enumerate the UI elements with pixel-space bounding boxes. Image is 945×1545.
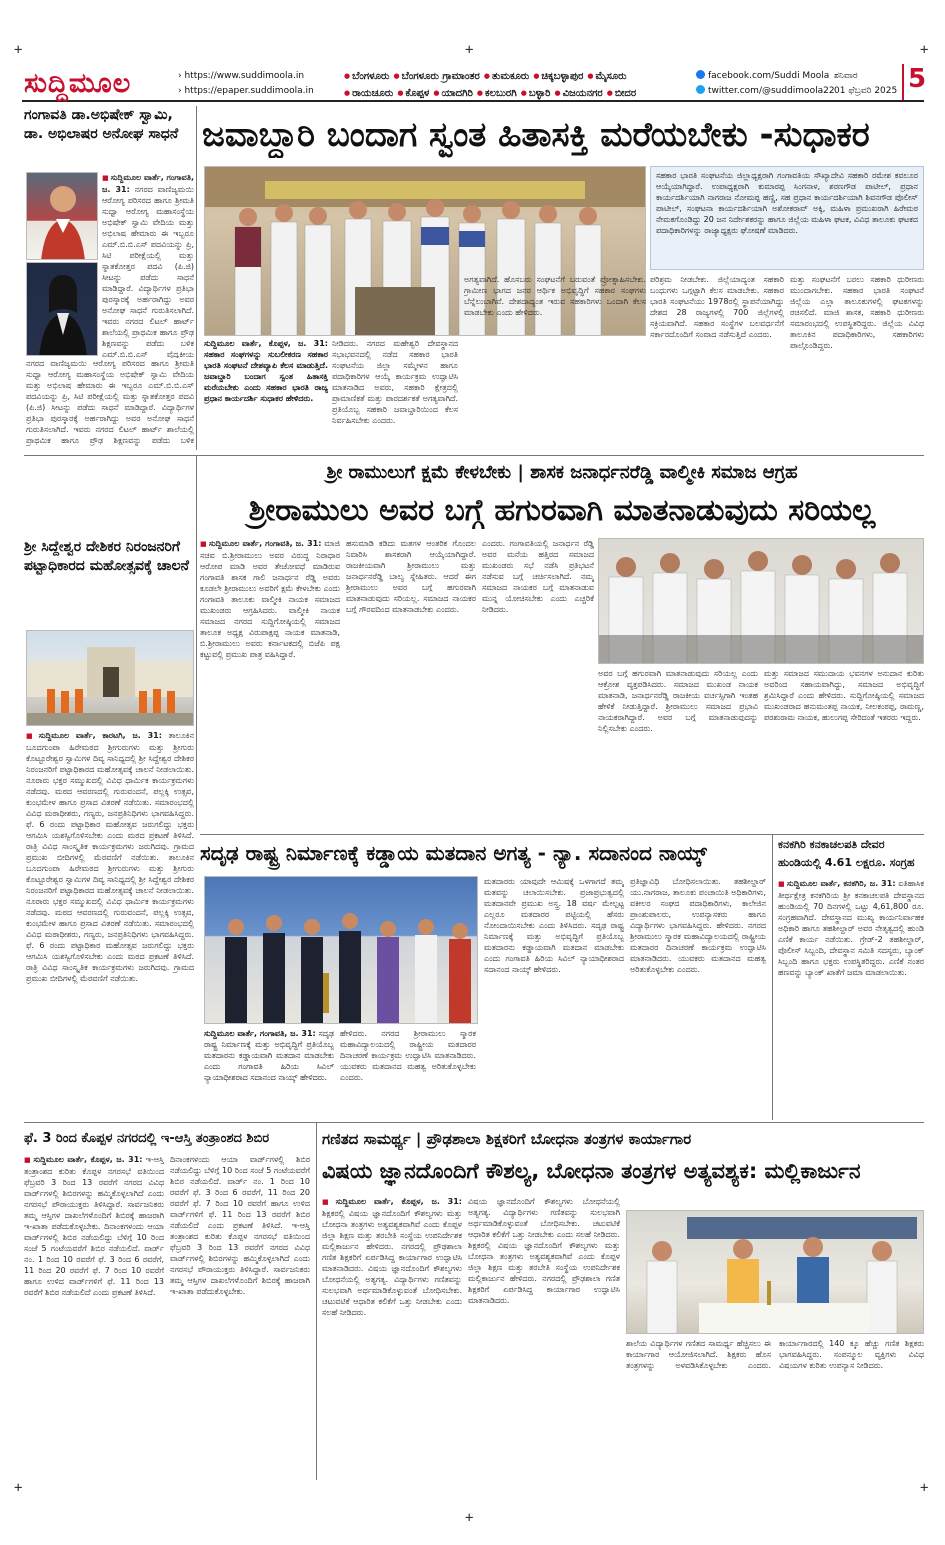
city-link[interactable]: ● ಕೊಪ್ಪಳ (397, 88, 429, 99)
article-body: ■ ಸುದ್ದಿಮೂಲ ವಾರ್ತೆ, ಕೊಪ್ಪಳ, ಜ. 31: ಶಿಕ್ಷಕರಲ್ಲಿ ವಿಷಯ ಜ್ಞಾನದೊಂದಿಗೆ ಕೌಶಲ್ಯಗಳು ಮತ್ತು ಬೋಧನಾ ತಂತ್ರಗಳು ಅತ್ಯವಶ್ಯಕವಾಗಿವೆ ಎಂದು ಕೊಪ್ಪಳ ಜಿಲ್ಲಾ ಶಿಕ್ಷಣ ಮತ್ತು ತರಬೇತಿ ಸಂಸ್ಥೆಯ ಉಪನಿರ್ದೇಶಕ ಮಲ್ಲಿಕಾರ್ಜುನ ಹೇಳಿದರು. ನಗರದಲ್ಲಿ ಪ್ರೌಢಶಾಲಾ ಗಣಿತ ಶಿಕ್ಷಕರಿಗೆ ಏರ್ಪಡಿಸಿದ್ದ ಕಾರ್ಯಾಗಾರ ಉದ್ಘಾಟಿಸಿ ಮಾತನಾಡಿದರು. ವಿಷಯ ಜ್ಞಾನದೊಂದಿಗೆ ಕೌಶಲ್ಯಗಳು ಬೋಧನೆಯಲ್ಲಿ ಅತ್ಯಗತ್ಯ. ವಿದ್ಯಾರ್ಥಿಗಳು ಗಣಿತವನ್ನು ಸುಲಭವಾಗಿ ಅರ್ಥಮಾಡಿಕೊಳ್ಳುವಂತೆ ಬೋಧಿಸಬೇಕು. ಚಟುವಟಿಕೆ ಆಧಾರಿತ ಕಲಿಕೆಗೆ ಒತ್ತು ನೀಡಬೇಕು ಎಂದು ಸಲಹೆ ನೀಡಿದರು. (322, 1196, 462, 1480)
column-rule (196, 106, 197, 450)
city-link[interactable]: ● ಬೆಂಗಳೂರು (344, 71, 389, 82)
article-body-col: ಎಂದರು. ಗಂಗಾವತಿಯಲ್ಲಿ ಜನಾರ್ಧನ ರೆಡ್ಡಿ ಅವರ ಮನೆಯ ಹತ್ತಿರದ ಸಮಾಜದ ಮುಖಂಡರು ಸಭೆ ನಡೆಸಿ ಪ್ರತಿಭಟನೆ ನಡೆಸುವ ಬಗ್ಗೆ ಚರ್ಚಿಸಲಾಗಿದೆ. ನಮ್ಮ ಸಮಾಜದ ನಾಯಕರ ಬಗ್ಗೆ ಮಾತನಾಡುವ ಮುನ್ನ ಯೋಚಿಸಬೇಕು ಎಂದು ಎಚ್ಚರಿಕೆ ನೀಡಿದರು. (482, 539, 594, 614)
lead-body-col: ನೀಡಿದರು. ನಗರದ ಮಹೇಶ್ವರಿ ದೇವಸ್ಥಾನದ ಸಭಾಭವನದಲ್ಲಿ ನಡೆದ ಸಹಕಾರ ಭಾರತಿ ಸಂಘಟನೆಯ ಜಿಲ್ಲಾ ಸಮ್ಮೇಳನ ಹಾಗೂ ಪದಾಧಿಕಾರಿಗಳ ಆಯ್ಕೆ ಕಾರ್ಯಕ್ರಮ ಉದ್ಘಾಟಿಸಿ ಮಾತನಾಡಿದ ಅವರು, ಸಹಕಾರಿ ಕ್ಷೇತ್ರದಲ್ಲಿ ಪ್ರಾಮಾಣಿಕತೆ ಮತ್ತು ಪಾರದರ್ಶಕತೆ ಅಗತ್ಯವಾಗಿದೆ. ಪ್ರತಿಯೊಬ್ಬ ಸಹಕಾರಿ ಜವಾಬ್ದಾರಿಯಿಂದ ಕೆಲಸ ನಿರ್ವಹಿಸಬೇಕು ಎಂದರು. (332, 339, 458, 425)
article-body-col: ಮತದಾರರು ಯಾವುದೇ ಆಮಿಷಕ್ಕೆ ಒಳಗಾಗದೆ ತಮ್ಮ ಮತವನ್ನು ಚಲಾಯಿಸಬೇಕು. ಪ್ರಜಾಪ್ರಭುತ್ವದಲ್ಲಿ ಮತದಾನವೇ ಪ್ರಮುಖ ಅಸ್ತ್ರ. 18 ವರ್ಷ ಮೇಲ್ಪಟ್ಟ ಎಲ್ಲರೂ ಮತದಾರರ ಪಟ್ಟಿಯಲ್ಲಿ ಹೆಸರು ನೋಂದಾಯಿಸಬೇಕು ಎಂದು ತಿಳಿಸಿದರು. ಸದೃಢ ರಾಷ್ಟ್ರ ನಿರ್ಮಾಣಕ್ಕೆ ಮತ್ತು ಅಭಿವೃದ್ಧಿಗೆ ಪ್ರತಿಯೊಬ್ಬ ಮತದಾರನು ಕಡ್ಡಾಯವಾಗಿ ಮತದಾನ ಮಾಡಬೇಕು ಎಂದು ಗಂಗಾವತಿ ಹಿರಿಯ ಸಿವಿಲ್ ನ್ಯಾಯಾಧೀಶರಾದ ಸದಾನಂದ ನಾಯ್ಕ್ ಹೇಳಿದರು. (484, 877, 624, 974)
article-body-col: ಮತ್ತು ಸಮಾಜದ ಸಮುದಾಯ ಭವನಗಳ ಅನುದಾನ ಕುರಿತು ಅವರಿಂದ ಸಹಾಯವಾಗಿದ್ದು, ಸಮಾಜದ ಅಭಿವೃದ್ಧಿಗೆ ಶ್ರಮಿಸಿದ್ದಾರೆ ಎಂದು ಹೇಳಿದರು. ಸುದ್ದಿಗೋಷ್ಠಿಯಲ್ಲಿ ಸಮಾಜದ ಮುಖಂಡರಾದ ಹನುಮಂತಪ್ಪ ನಾಯಕ, ನೀಲಕಂಠಪ್ಪ, ರಾಮಣ್ಣ, ಪರಶುರಾಮ ನಾಯಕ, ಹುಲುಗಪ್ಪ ಸೇರಿದಂತೆ ಇತರರು ಇದ್ದರು. (764, 669, 924, 722)
epaper-url[interactable]: › https://epaper.suddimoola.in (178, 86, 314, 96)
issue-date: ಶನಿವಾರ 01 ಫೆಬ್ರವರಿ 2025 (834, 71, 898, 96)
article-headline: ಫೆ. 3 ರಿಂದ ಕೊಪ್ಪಳ ನಗರದಲ್ಲಿ ಇ-ಆಸ್ತಿ ತಂತ್ರಾಂಶದ ಶಿಬಿರ (24, 1131, 270, 1146)
masthead (22, 64, 927, 102)
section-rule (24, 1122, 924, 1123)
article-headline: ಕನಕಗಿರಿ ಕನಕಾಚಲಪತಿ ದೇವರ ಹುಂಡಿಯಲ್ಲಿ 4.61 ಲಕ್ಷರೂ. ಸಂಗ್ರಹ (778, 838, 915, 869)
article-body-col: ವಿಷಯ ಜ್ಞಾನದೊಂದಿಗೆ ಕೌಶಲ್ಯಗಳು ಬೋಧನೆಯಲ್ಲಿ ಅತ್ಯಗತ್ಯ. ವಿದ್ಯಾರ್ಥಿಗಳು ಗಣಿತವನ್ನು ಸುಲಭವಾಗಿ ಅರ್ಥಮಾಡಿಕೊಳ್ಳುವಂತೆ ಬೋಧಿಸಬೇಕು. ಚಟುವಟಿಕೆ ಆಧಾರಿತ ಕಲಿಕೆಗೆ ಒತ್ತು ನೀಡಬೇಕು ಎಂದು ಸಲಹೆ ನೀಡಿದರು. ಶಿಕ್ಷಕರಲ್ಲಿ ವಿಷಯ ಜ್ಞಾನದೊಂದಿಗೆ ಕೌಶಲ್ಯಗಳು ಮತ್ತು ಬೋಧನಾ ತಂತ್ರಗಳು ಅತ್ಯವಶ್ಯಕವಾಗಿವೆ ಎಂದು ಕೊಪ್ಪಳ ಜಿಲ್ಲಾ ಶಿಕ್ಷಣ ಮತ್ತು ತರಬೇತಿ ಸಂಸ್ಥೆಯ ಉಪನಿರ್ದೇಶಕ ಮಲ್ಲಿಕಾರ್ಜುನ ಹೇಳಿದರು. ನಗರದಲ್ಲಿ ಪ್ರೌಢಶಾಲಾ ಗಣಿತ ಶಿಕ್ಷಕರಿಗೆ ಏರ್ಪಡಿಸಿದ್ದ ಕಾರ್ಯಾಗಾರ ಉದ್ಘಾಟಿಸಿ ಮಾತನಾಡಿದರು. (468, 1197, 620, 1305)
doctor-photo (26, 172, 98, 260)
facebook-icon (696, 70, 705, 79)
article-headline: ಗಂಗಾವತಿ ಡಾ.ಅಭಿಷೇಕ್ ಸ್ವಾಮಿ, ಡಾ. ಅಭಿಲಾಷರ ಅನೋಘ ಸಾಧನೆ (24, 107, 179, 142)
article-kicker: ಶ್ರೀ ರಾಮುಲುಗೆ ಕ್ಷಮೆ ಕೇಳಬೇಕು | ಶಾಸಕ ಜನಾರ್ಧನರೆಡ್ಡಿ ವಾಲ್ಮೀಕಿ ಸಮಾಜ ಆಗ್ರಹ (326, 462, 798, 483)
article-headline: ಸದೃಢ ರಾಷ್ಟ್ರ ನಿರ್ಮಾಣಕ್ಕೆ ಕಡ್ಡಾಯ ಮತದಾನ ಅಗತ್ಯ - ನ್ಯಾ. ಸದಾನಂದ ನಾಯ್ಕ್ (200, 841, 707, 865)
city-link[interactable]: ● ಚಿಕ್ಕಬಳ್ಳಾಪುರ (533, 71, 583, 82)
article-body-col: ಪ್ರತಿಜ್ಞಾವಿಧಿ ಬೋಧಿಸಲಾಯಿತು. ತಹಶೀಲ್ದಾರ್ ಯು.ನಾಗರಾಜ, ತಾಲೂಕು ಪಂಚಾಯಿತಿ ಅಧಿಕಾರಿಗಳು, ವಕೀಲರ ಸಂಘದ ಪದಾಧಿಕಾರಿಗಳು, ಕಾಲೇಜಿನ ಪ್ರಾಂಶುಪಾಲರು, ಉಪನ್ಯಾಸಕರು ಹಾಗೂ ವಿದ್ಯಾರ್ಥಿಗಳು ಭಾಗವಹಿಸಿದ್ದರು. ಹೇಳಿದರು. ನಗರದ ಶ್ರೀರಾಮುಲು ಸ್ಮಾರಕ ಮಹಾವಿದ್ಯಾಲಯದಲ್ಲಿ ರಾಷ್ಟ್ರೀಯ ಮತದಾರರ ದಿನಾಚರಣೆ ಕಾರ್ಯಕ್ರಮ ಉದ್ಘಾಟಿಸಿ ಮಾತನಾಡಿದರು. ಯುವಕರು ಮತದಾನದ ಮಹತ್ವ ಅರಿತುಕೊಳ್ಳಬೇಕು ಎಂದರು. (630, 877, 766, 974)
registration-mark: + (465, 1510, 474, 1526)
page-number: 5 (902, 64, 924, 100)
city-link[interactable]: ● ವಿಜಯನಗರ (554, 88, 602, 99)
temple-photo (26, 630, 194, 726)
section-rule (200, 834, 924, 835)
registration-mark: + (920, 1480, 929, 1496)
lead-caption: ಸುದ್ದಿಮೂಲ ವಾರ್ತೆ, ಕೊಪ್ಪಳ, ಜ. 31: ಸಹಕಾರ ಸಂಘಗಳನ್ನು ಸುಬಲೀಕರಣ ಸಹಕಾರ ಭಾರತಿ ಸಂಘಟನೆ ದೇಶವ್ಯಾಪಿ ಕೆಲಸ ಮಾಡುತ್ತಿದೆ. ಜವಾಬ್ದಾರಿ ಬಂದಾಗ ಸ್ವಂತ ಹಿತಾಸಕ್ತಿ ಮರೆಯಬೇಕು ಎಂದು ಸಹಕಾರ ಭಾರತಿ ರಾಜ್ಯ ಪ್ರಧಾನ ಕಾರ್ಯದರ್ಶಿ ಸುಧಾಕರ ಹೇಳಿದರು. (204, 339, 328, 403)
registration-mark: + (465, 42, 474, 58)
article-body-continued: ನಗರದ ವಾಣಿಜ್ಯಮಯಿ ಆರೋಗ್ಯ ಪರಿಸರದ ಹಾಗೂ ಶ್ರೀಮತಿ ಸುಧ್ವಾ ಆರೋಗ್ಯ ಮಹಾಸಂಸ್ಥೆಯ ಅಭಿಷೇಕ್ ಸ್ವಾಮಿ ವೇದಿಯ ಮತ್ತು ಅಭಿಲಾಷ ಹೇಮಾರು ಈ ಇಬ್ಬರೂ ಎಮ್.ಬಿ.ಬಿ.ಎಸ್ ಪದವಿಯನ್ನು ಪ್ರಿ, ಸಿಟಿ ಪರೀಕ್ಷೆಯಲ್ಲಿ ಮತ್ತು ಸ್ನಾತಕೋತ್ತರ ಪದವಿ (ಪಿ.ಜಿ) ಸೀಟನ್ನು ಪಡೆದು ಸಾಧನೆ ಮಾಡಿದ್ದಾರೆ. ವಿದ್ಯಾರ್ಥಿಗಳ ಪ್ರತಿಭಾ ಪುರಸ್ಕಾರಕ್ಕೆ ಅರ್ಹರಾಗಿದ್ದು ಅವರ ಅನೋಘ ಸಾಧನೆ ಗುರುತಿಸಲಾಗಿದೆ. ಇವರು ನಗರದ ಲಿಟಲ್ ಹಾರ್ಟ್ ಶಾಲೆಯಲ್ಲಿ ಪ್ರಾಥಮಿಕ ಹಾಗೂ ಪ್ರೌಢ ಶಿಕ್ಷಣವನ್ನು ಪಡೆದು ಬಳಿಕ (26, 359, 194, 445)
article-body-col: ಹೇಳಿದರು. ನಗರದ ಶ್ರೀರಾಮುಲು ಸ್ಮಾರಕ ಮಹಾವಿದ್ಯಾಲಯದಲ್ಲಿ ರಾಷ್ಟ್ರೀಯ ಮತದಾರರ ದಿನಾಚರಣೆ ಕಾರ್ಯಕ್ರಮ ಉದ್ಘಾಟಿಸಿ ಮಾತನಾಡಿದರು. ಯುವಕರು ಮತದಾನದ ಮಹತ್ವ ಅರಿತುಕೊಳ್ಳಬೇಕು ಎಂದರು. (340, 1029, 476, 1082)
article-headline: ಶ್ರೀರಾಮುಲು ಅವರ ಬಗ್ಗೆ ಹಗುರವಾಗಿ ಮಾತನಾಡುವುದು ಸರಿಯಲ್ಲ (248, 493, 876, 528)
column-rule (196, 455, 197, 830)
registration-mark: + (920, 42, 929, 58)
website-url[interactable]: › https://www.suddimoola.in (178, 71, 305, 81)
city-link[interactable]: ● ರಾಯಚೂರು (344, 88, 393, 99)
article-body: ■ ಸುದ್ದಿಮೂಲ ವಾರ್ತೆ, ಕೊಪ್ಪಳ, ಜ. 31: ಇ-ಆಸ್ತಿ ತಂತ್ರಾಂಶದ ಕುರಿತು ಕೊಪ್ಪಳ ನಗರಸಭೆ ವತಿಯಿಂದ ಫೆಬ್ರವರಿ 3 ರಿಂದ 13 ರವರೆಗೆ ನಗರದ ವಿವಿಧ ವಾರ್ಡ್‌ಗಳಲ್ಲಿ ಶಿಬಿರಗಳನ್ನು ಹಮ್ಮಿಕೊಳ್ಳಲಾಗಿದೆ ಎಂದು ನಗರಸಭೆ ಪೌರಾಯುಕ್ತರು ತಿಳಿಸಿದ್ದಾರೆ. ಸಾರ್ವಜನಿಕರು ತಮ್ಮ ಆಸ್ತಿಗಳ ದಾಖಲೆಗಳೊಂದಿಗೆ ಶಿಬಿರಕ್ಕೆ ಹಾಜರಾಗಿ ಇ-ಖಾತಾ ಪಡೆದುಕೊಳ್ಳಬೇಕು. ದಿನಾಂಕಗಳಂದು ಆಯಾ ವಾರ್ಡ್‌ಗಳಲ್ಲಿ ಶಿಬಿರ ನಡೆಯಲಿದ್ದು ಬೆಳಿಗ್ಗೆ 10 ರಿಂದ ಸಂಜೆ 5 ಗಂಟೆಯವರೆಗೆ ಶಿಬಿರ ನಡೆಯಲಿದೆ. ವಾರ್ಡ್ ನಂ. 1 ರಿಂದ 10 ರವರೆಗೆ ಫೆ. 3 ರಿಂದ 6 ರವರೆಗೆ, 11 ರಿಂದ 20 ರವರೆಗೆ ಫೆ. 7 ರಿಂದ 10 ರವರೆಗೆ ಹಾಗೂ ಉಳಿದ ವಾರ್ಡ್‌ಗಳಿಗೆ ಫೆ. 11 ರಿಂದ 13 ರವರೆಗೆ ಶಿಬಿರ ನಡೆಯಲಿದೆ ಎಂದು ಪ್ರಕಟಣೆ ತಿಳಿಸಿದೆ. (24, 1154, 164, 1480)
workshop-photo (626, 1210, 924, 1334)
column-rule (316, 1122, 317, 1480)
website-links (178, 69, 314, 99)
city-link[interactable]: ● ಬೀದರ (607, 88, 636, 99)
article-headline: ವಿಷಯ ಜ್ಞಾನದೊಂದಿಗೆ ಕೌಶಲ್ಯ, ಬೋಧನಾ ತಂತ್ರಗಳ ಅತ್ಯವಶ್ಯಕ: ಮಲ್ಲಿಕಾರ್ಜುನ (322, 1159, 861, 1183)
voters-day-photo (204, 876, 478, 1024)
article-byline: ಸುದ್ದಿಮೂಲ ವಾರ್ತೆ, ಗಂಗಾವತಿ, ಜ. 31: ಸದೃಢ ರಾಷ್ಟ್ರ ನಿರ್ಮಾಣಕ್ಕೆ ಮತ್ತು ಅಭಿವೃದ್ಧಿಗೆ ಪ್ರತಿಯೊಬ್ಬ ಮತದಾರನು ಕಡ್ಡಾಯವಾಗಿ ಮತದಾನ ಮಾಡಬೇಕು ಎಂದು ಗಂಗಾವತಿ ಹಿರಿಯ ಸಿವಿಲ್ ನ್ಯಾಯಾಧೀಶರಾದ ಸದಾನಂದ ನಾಯ್ಕ್ ಹೇಳಿದರು. (204, 1029, 334, 1082)
article-body: ■ ಸುದ್ದಿಮೂಲ ವಾರ್ತೆ, ಕನಕಗಿರಿ, ಜ. 31: ಐತಿಹಾಸಿಕ ತೀರ್ಥಕ್ಷೇತ್ರ ಕನಕಗಿರಿಯ ಶ್ರೀ ಕನಕಾಚಲಪತಿ ದೇವಸ್ಥಾನದ ಹುಂಡಿಯಲ್ಲಿ 70 ದಿನಗಳಲ್ಲಿ ಒಟ್ಟು 4,61,800 ರೂ. ಸಂಗ್ರಹವಾಗಿದೆ. ದೇವಸ್ಥಾನದ ಮುಖ್ಯ ಕಾರ್ಯನಿರ್ವಾಹಕ ಅಧಿಕಾರಿ ಹಾಗೂ ತಹಶೀಲ್ದಾರ್ ಅವರ ನೇತೃತ್ವದಲ್ಲಿ ಹುಂಡಿ ಎಣಿಕೆ ಕಾರ್ಯ ನಡೆಯಿತು. ಗ್ರೇಡ್-2 ತಹಶೀಲ್ದಾರ್, ಪೊಲೀಸ್ ಸಿಬ್ಬಂದಿ, ದೇವಸ್ಥಾನ ಸಮಿತಿ ಸದಸ್ಯರು, ಬ್ಯಾಂಕ್ ಸಿಬ್ಬಂದಿ ಹಾಗೂ ಭಕ್ತರು ಉಪಸ್ಥಿತರಿದ್ದರು. ಎಣಿಕೆ ನಂತರ ಹಣವನ್ನು ಬ್ಯಾಂಕ್ ಖಾತೆಗೆ ಜಮಾ ಮಾಡಲಾಯಿತು. (778, 878, 924, 1118)
city-editions (344, 68, 664, 102)
article-body-col: ಹಸುಮಾಡಿ ಕಡಿದು ಮತಗಳ ಆಂತರಿಕ ಗೊಂದಲ ನಿವಾರಿಸಿ ಶಾಸಕರಾಗಿ ಆಯ್ಕೆಯಾಗಿದ್ದಾರೆ. ರಾಜಕೀಯವಾಗಿ ಶ್ರೀರಾಮುಲು ಮತ್ತು ಜನಾರ್ಧನರೆಡ್ಡಿ ಬಾಲ್ಯ ಸ್ನೇಹಿತರು. ಆದರೆ ಈಗ ಶ್ರೀರಾಮುಲು ಅವರ ಬಗ್ಗೆ ಹಗುರವಾಗಿ ಮಾತನಾಡುವುದು ಸರಿಯಲ್ಲ. ಸಮಾಜದ ನಾಯಕರ ಬಗ್ಗೆ ಗೌರವದಿಂದ ಮಾತನಾಡಬೇಕು ಎಂದರು. (346, 539, 476, 614)
lead-headline: ಜವಾಬ್ದಾರಿ ಬಂದಾಗ ಸ್ವಂತ ಹಿತಾಸಕ್ತಿ ಮರೆಯಬೇಕು -ಸುಧಾಕರ (202, 115, 870, 155)
registration-mark: + (14, 1480, 23, 1496)
city-link[interactable]: ● ಮೈಸೂರು (587, 71, 626, 82)
city-link[interactable]: ● ಬೆಂಗಳೂರು ಗ್ರಾಮಾಂತರ (393, 71, 479, 82)
article-body-col: ದಿನಾಂಕಗಳಂದು ಆಯಾ ವಾರ್ಡ್‌ಗಳಲ್ಲಿ ಶಿಬಿರ ನಡೆಯಲಿದ್ದು ಬೆಳಿಗ್ಗೆ 10 ರಿಂದ ಸಂಜೆ 5 ಗಂಟೆಯವರೆಗೆ ಶಿಬಿರ ನಡೆಯಲಿದೆ. ವಾರ್ಡ್ ನಂ. 1 ರಿಂದ 10 ರವರೆಗೆ ಫೆ. 3 ರಿಂದ 6 ರವರೆಗೆ, 11 ರಿಂದ 20 ರವರೆಗೆ ಫೆ. 7 ರಿಂದ 10 ರವರೆಗೆ ಹಾಗೂ ಉಳಿದ ವಾರ್ಡ್‌ಗಳಿಗೆ ಫೆ. 11 ರಿಂದ 13 ರವರೆಗೆ ಶಿಬಿರ ನಡೆಯಲಿದೆ ಎಂದು ಪ್ರಕಟಣೆ ತಿಳಿಸಿದೆ. ಇ-ಆಸ್ತಿ ತಂತ್ರಾಂಶದ ಕುರಿತು ಕೊಪ್ಪಳ ನಗರಸಭೆ ವತಿಯಿಂದ ಫೆಬ್ರವರಿ 3 ರಿಂದ 13 ರವರೆಗೆ ನಗರದ ವಿವಿಧ ವಾರ್ಡ್‌ಗಳಲ್ಲಿ ಶಿಬಿರಗಳನ್ನು ಹಮ್ಮಿಕೊಳ್ಳಲಾಗಿದೆ ಎಂದು ನಗರಸಭೆ ಪೌರಾಯುಕ್ತರು ತಿಳಿಸಿದ್ದಾರೆ. ಸಾರ್ವಜನಿಕರು ತಮ್ಮ ಆಸ್ತಿಗಳ ದಾಖಲೆಗಳೊಂದಿಗೆ ಶಿಬಿರಕ್ಕೆ ಹಾಜರಾಗಿ ಇ-ಖಾತಾ ಪಡೆದುಕೊಳ್ಳಬೇಕು. (170, 1155, 310, 1296)
article-body: ■ ಸುದ್ದಿಮೂಲ ವಾರ್ತೆ, ಗಂಗಾವತಿ, ಜ. 31: ಮಾಜಿ ಸಚಿವ ಬಿ.ಶ್ರೀರಾಮುಲು ಅವರ ವಿರುದ್ಧ ನಿರಾಧಾರ ಆರೋಪ ಮಾಡಿ ಅವರ ತೇಜೋವಧೆ ಮಾಡಿರುವ ಗಂಗಾವತಿ ಶಾಸಕ ಗಾಲಿ ಜನಾರ್ಧನ ರೆಡ್ಡಿ ಅವರು ಕೂಡಲೇ ಶ್ರೀರಾಮುಲು ಅವರಿಗೆ ಕ್ಷಮೆ ಕೇಳಬೇಕು ಎಂದು ಗಂಗಾವತಿ ತಾಲೂಕು ವಾಲ್ಮೀಕಿ ನಾಯಕ ಸಮಾಜದ ಮುಖಂಡರು ಆಗ್ರಹಿಸಿದರು. ವಾಲ್ಮೀಕಿ ನಾಯಕ ಸಮಾಜದ ನಗರದ ಸುದ್ದಿಗೋಷ್ಠಿಯಲ್ಲಿ ಸಮಾಜದ ತಾಲೂಕ ಅಧ್ಯಕ್ಷ ವಿರುಪಾಕ್ಷಪ್ಪ ನಾಯಕ ಮಾತನಾಡಿ, ಬಿ.ಶ್ರೀರಾಮುಲು ಅವರು ಕರ್ನಾಟಕದಲ್ಲಿ ಬಿಜೆಪಿ ಪಕ್ಷ ಕಟ್ಟುವಲ್ಲಿ ಪ್ರಮುಖ ಪಾತ್ರ ವಹಿಸಿದ್ದಾರೆ. (200, 538, 340, 830)
city-link[interactable]: ● ಬಳ್ಳಾರಿ (521, 88, 551, 99)
lead-body-col: ಮತ್ತು ಸಂಘಟನೆಗೆ ಬರಲು ಸಹಕಾರಿ ಧುರೀಣರು ಮುಂದಾಗಬೇಕು. ಸಹಕಾರ ಭಾರತಿ ಸಂಘಟನೆ ಜಿಲ್ಲೆಯ ಎಲ್ಲಾ ತಾಲೂಕುಗಳಲ್ಲಿ ಘಟಕಗಳನ್ನು ರಚಿಸಲಿದೆ. ಮಾಜಿ ಶಾಸಕ, ಸಹಕಾರಿ ಧುರೀಣರು ಸಮಾರಂಭದಲ್ಲಿ ಉಪಸ್ಥಿತರಿದ್ದರು. ಜಿಲ್ಲೆಯ ವಿವಿಧ ತಾಲೂಕಿನ ಪದಾಧಿಕಾರಿಗಳು, ಸಹಕಾರಿಗಳು ಪಾಲ್ಗೊಂಡಿದ್ದರು. (790, 275, 924, 350)
lead-body-col: ಪರಿಶ್ರಮ ನೀಡಬೇಕು. ಜಿಲ್ಲೆಯಾದ್ಯಂತ ಸಹಕಾರಿ ಬಂಧುಗಳು ಒಗ್ಗಟ್ಟಾಗಿ ಕೆಲಸ ಮಾಡಬೇಕು. ಸಹಕಾರ ಭಾರತಿ ಸಂಘಟನೆಯು 1978ರಲ್ಲಿ ಸ್ಥಾಪನೆಯಾಗಿದ್ದು ದೇಶದ 28 ರಾಜ್ಯಗಳಲ್ಲಿ 700 ಜಿಲ್ಲೆಗಳಲ್ಲಿ ಸಕ್ರಿಯವಾಗಿದೆ. ಸಹಕಾರ ಸಂಸ್ಥೆಗಳ ಬಲವರ್ಧನೆಗೆ ಸರ್ಕಾರದೊಂದಿಗೆ ಸಂವಾದ ನಡೆಸುತ್ತಿದೆ ಎಂದರು. (650, 275, 784, 339)
registration-mark: + (14, 42, 23, 58)
lead-summary-box: ಸಹಕಾರ ಭಾರತಿ ಸಂಘಟನೆಯ ಜಿಲ್ಲಾಧ್ಯಕ್ಷರಾಗಿ ಗಂಗಾವತಿಯ ಸೌಖ್ಯಾದೇವಿ ಸಹಕಾರಿ ರಮೇಶ ಕವಲೂರ ಆಯ್ಕೆಯಾಗಿದ್ದಾರೆ. ಉಪಾಧ್ಯಕ್ಷರಾಗಿ ಕುಮಾರಪ್ಪ ಸಿಂಗನಾಳ, ಶರಣಗೌಡ ಪಾಟೀಲ್, ಪ್ರಧಾನ ಕಾರ್ಯದರ್ಶಿಯಾಗಿ ನಾಗರಾಜ ನೋಮಪ್ಪ ಹಣ್ಣಿ, ಸಹ ಪ್ರಧಾನ ಕಾರ್ಯದರ್ಶಿಯಾಗಿ ಶಿವನಗೌಡ ಪೊಲೀಸ್ ಪಾಟೀಲ್, ಸಂಘಟನಾ ಕಾರ್ಯದರ್ಶಿಯಾಗಿ ಅಶೋಕರಾವ್ ಅಕ್ಕಿ, ಮಹಿಳಾ ಪ್ರಮುಖರಾಗಿ ಹಿರೇಮಠ ನೇಮಕಗೊಂಡಿದ್ದು 20 ಜನ ನಿರ್ದೇಶಕರನ್ನು ಹಾಗೂ ಜಿಲ್ಲೆಯ ಮಹಿಳಾ ಘಟಕ, ವಿವಿಧ ತಾಲೂಕು ಘಟಕದ ಪದಾಧಿಕಾರಿಗಳನ್ನು ರಾಜ್ಯಾಧ್ಯಕ್ಷರು ಘೋಷಣೆ ಮಾಡಿದರು. (650, 166, 924, 270)
twitter-link[interactable]: twitter.com/@suddimoola22 (696, 84, 835, 99)
article-headline: ಶ್ರೀ ಸಿದ್ದೇಶ್ವರ ದೇಶಿಕರ ನಿರಂಜನರಿಗೆ ಪಟ್ಟಾಧಿಕಾರದ ಮಹೋತ್ಸವಕ್ಕೆ ಚಾಲನೆ (24, 539, 189, 574)
city-link[interactable]: ● ಯಾದಗಿರಿ (433, 88, 473, 99)
article-body: ■ ಸುದ್ದಿಮೂಲ ವಾರ್ತೆ, ಕಾರಟಗಿ, ಜ. 31: ತಾಲೂಕಿನ ಬೂದಗುಂಪಾ ಹಿರೇಮಠದ ಶ್ರೀಗುರುಗಳು ಮತ್ತು ಶ್ರೀಗುರು ಕೊಟ್ಟೂರೇಶ್ವರ ಸ್ವಾಮಿಗಳ ದಿವ್ಯ ಸಾನಿಧ್ಯದಲ್ಲಿ ಶ್ರೀ ಸಿದ್ದೇಶ್ವರ ದೇಶಿಕರ ನಿರಂಜನರಿಗೆ ಪಟ್ಟಾಧಿಕಾರದ ಮಹೋತ್ಸವಕ್ಕೆ ಚಾಲನೆ ನೀಡಲಾಯಿತು. ನೂರಾರು ಭಕ್ತರ ಸಮ್ಮುಖದಲ್ಲಿ ವಿವಿಧ ಧಾರ್ಮಿಕ ಕಾರ್ಯಕ್ರಮಗಳು ನಡೆದವು. ಮಠದ ಆವರಣದಲ್ಲಿ ಗುರುವಂದನೆ, ಪಲ್ಲಕ್ಕಿ ಉತ್ಸವ, ಕುಂಭಮೇಳ ಹಾಗೂ ಪ್ರಸಾದ ವಿತರಣೆ ನಡೆಯಿತು. ಸಮಾರಂಭದಲ್ಲಿ ವಿವಿಧ ಮಠಾಧೀಶರು, ಗಣ್ಯರು, ಜನಪ್ರತಿನಿಧಿಗಳು ಭಾಗವಹಿಸಿದ್ದರು. ಫೆ. 6 ರಂದು ಪಟ್ಟಾಧಿಕಾರ ಮಹೋತ್ಸವ ಜರುಗಲಿದ್ದು ಭಕ್ತರು ಆಗಮಿಸಿ ಯಶಸ್ವಿಗೊಳಿಸಬೇಕು ಎಂದು ಮಠದ ಪ್ರಕಟಣೆ ತಿಳಿಸಿದೆ. ರಾತ್ರಿ ವಿವಿಧ ಸಾಂಸ್ಕೃತಿಕ ಕಾರ್ಯಕ್ರಮಗಳು ಜರುಗಿದವು. ಗ್ರಾಮದ ಪ್ರಮುಖ ಬೀದಿಗಳಲ್ಲಿ ಮೆರವಣಿಗೆ ನಡೆಯಿತು. ತಾಲೂಕಿನ ಬೂದಗುಂಪಾ ಹಿರೇಮಠದ ಶ್ರೀಗುರುಗಳು ಮತ್ತು ಶ್ರೀಗುರು ಕೊಟ್ಟೂರೇಶ್ವರ ಸ್ವಾಮಿಗಳ ದಿವ್ಯ ಸಾನಿಧ್ಯದಲ್ಲಿ ಶ್ರೀ ಸಿದ್ದೇಶ್ವರ ದೇಶಿಕರ ನಿರಂಜನರಿಗೆ ಪಟ್ಟಾಧಿಕಾರದ ಮಹೋತ್ಸವಕ್ಕೆ ಚಾಲನೆ ನೀಡಲಾಯಿತು. ನೂರಾರು ಭಕ್ತರ ಸಮ್ಮುಖದಲ್ಲಿ ವಿವಿಧ ಧಾರ್ಮಿಕ ಕಾರ್ಯಕ್ರಮಗಳು ನಡೆದವು. ಮಠದ ಆವರಣದಲ್ಲಿ ಗುರುವಂದನೆ, ಪಲ್ಲಕ್ಕಿ ಉತ್ಸವ, ಕುಂಭಮೇಳ ಹಾಗೂ ಪ್ರಸಾದ ವಿತರಣೆ ನಡೆಯಿತು. ಸಮಾರಂಭದಲ್ಲಿ ವಿವಿಧ ಮಠಾಧೀಶರು, ಗಣ್ಯರು, ಜನಪ್ರತಿನಿಧಿಗಳು ಭಾಗವಹಿಸಿದ್ದರು. ಫೆ. 6 ರಂದು ಪಟ್ಟಾಧಿಕಾರ ಮಹೋತ್ಸವ ಜರುಗಲಿದ್ದು ಭಕ್ತರು ಆಗಮಿಸಿ ಯಶಸ್ವಿಗೊಳಿಸಬೇಕು ಎಂದು ಮಠದ ಪ್ರಕಟಣೆ ತಿಳಿಸಿದೆ. ರಾತ್ರಿ ವಿವಿಧ ಸಾಂಸ್ಕೃತಿಕ ಕಾರ್ಯಕ್ರಮಗಳು ಜರುಗಿದವು. ಗ್ರಾಮದ ಪ್ರಮುಖ ಬೀದಿಗಳಲ್ಲಿ ಮೆರವಣಿಗೆ ನಡೆಯಿತು. (26, 730, 194, 1120)
article-body-col: ಅವರ ಬಗ್ಗೆ ಹಗುರವಾಗಿ ಮಾತನಾಡುವುದು ಸರಿಯಲ್ಲ ಎಂದು ಆಕ್ರೋಶ ವ್ಯಕ್ತಪಡಿಸಿದರು. ಸಮಾಜದ ಮುಖಂಡ ನಾಯಕ ಮಾತನಾಡಿ, ಜನಾರ್ಧನರೆಡ್ಡಿ ರಾಜಕೀಯ ವರ್ಚಸ್ಸಿಗಾಗಿ ಇಂತಹ ಹೇಳಿಕೆ ನೀಡುತ್ತಿದ್ದಾರೆ. ಶ್ರೀರಾಮುಲು ಸಮಾಜದ ಪ್ರಭಾವಿ ನಾಯಕರಾಗಿದ್ದಾರೆ. ಅವರ ಬಗ್ಗೆ ಮಾತನಾಡುವುದನ್ನು ನಿಲ್ಲಿಸಬೇಕು ಎಂದರು. (598, 669, 758, 733)
article-body: ■ ಸುದ್ದಿಮೂಲ ವಾರ್ತೆ, ಗಂಗಾವತಿ, ಜ. 31: ನಗರದ ವಾಣಿಜ್ಯಮಯಿ ಆರೋಗ್ಯ ಪರಿಸರದ ಹಾಗೂ ಶ್ರೀಮತಿ ಸುಧ್ವಾ ಆರೋಗ್ಯ ಮಹಾಸಂಸ್ಥೆಯ ಅಭಿಷೇಕ್ ಸ್ವಾಮಿ ವೇದಿಯ ಮತ್ತು ಅಭಿಲಾಷ ಹೇಮಾರು ಈ ಇಬ್ಬರೂ ಎಮ್.ಬಿ.ಬಿ.ಎಸ್ ಪದವಿಯನ್ನು ಪ್ರಿ, ಸಿಟಿ ಪರೀಕ್ಷೆಯಲ್ಲಿ ಮತ್ತು ಸ್ನಾತಕೋತ್ತರ ಪದವಿ (ಪಿ.ಜಿ) ಸೀಟನ್ನು ಪಡೆದು ಸಾಧನೆ ಮಾಡಿದ್ದಾರೆ. ವಿದ್ಯಾರ್ಥಿಗಳ ಪ್ರತಿಭಾ ಪುರಸ್ಕಾರಕ್ಕೆ ಅರ್ಹರಾಗಿದ್ದು ಅವರ ಅನೋಘ ಸಾಧನೆ ಗುರುತಿಸಲಾಗಿದೆ. ಇವರು ನಗರದ ಲಿಟಲ್ ಹಾರ್ಟ್ ಶಾಲೆಯಲ್ಲಿ ಪ್ರಾಥಮಿಕ ಹಾಗೂ ಪ್ರೌಢ ಶಿಕ್ಷಣವನ್ನು ಪಡೆದು ಬಳಿಕ ಎಮ್.ಬಿ.ಬಿ.ಎಸ್ ವೈದ್ಯಕೀಯ (102, 172, 194, 358)
facebook-link[interactable]: facebook.com/Suddi Moola (696, 69, 835, 84)
social-links (696, 69, 835, 99)
section-rule (24, 455, 924, 456)
article-body-col: ಶಾಲೆಯ ವಿದ್ಯಾರ್ಥಿಗಳ ಗಣಿತದ ಸಾಮರ್ಥ್ಯ ಹೆಚ್ಚಿಸಲು ಈ ಕಾರ್ಯಾಗಾರ ಆಯೋಜಿಸಲಾಗಿದೆ. ಶಿಕ್ಷಕರು ಹೊಸ ತಂತ್ರಗಳನ್ನು ಅಳವಡಿಸಿಕೊಳ್ಳಬೇಕು ಎಂದರು. ಕಾರ್ಯಾಗಾರದಲ್ಲಿ 140 ಕ್ಕೂ ಹೆಚ್ಚು ಗಣಿತ ಶಿಕ್ಷಕರು ಭಾಗವಹಿಸಿದ್ದರು. ಸಂಪನ್ಮೂಲ ವ್ಯಕ್ತಿಗಳು ವಿವಿಧ ವಿಷಯಗಳ ಕುರಿತು ಉಪನ್ಯಾಸ ನೀಡಿದರು. (626, 1339, 924, 1370)
twitter-icon (696, 85, 705, 94)
city-link[interactable]: ● ತುಮಕೂರು (484, 71, 529, 82)
press-meet-photo (598, 538, 924, 664)
lead-body-col: ಅಗತ್ಯವಾಗಿದೆ. ಹೊಸಬರು ಸಂಘಟನೆಗೆ ಬರುವಂತೆ ಪ್ರೋತ್ಸಾಹಿಸಬೇಕು. ಗ್ರಾಮೀಣ ಭಾಗದ ಜನರ ಆರ್ಥಿಕ ಅಭಿವೃದ್ಧಿಗೆ ಸಹಕಾರ ಸಂಘಗಳು ಬೆನ್ನೆಲುಬಾಗಿವೆ. ದೇಶದಾದ್ಯಂತ ಇರುವ ಸಹಕಾರಿಗಳು ಒಂದಾಗಿ ಕೆಲಸ ಮಾಡಬೇಕು ಎಂದು ಹೇಳಿದರು. (464, 275, 646, 317)
article-kicker: ಗಣಿತದ ಸಾಮರ್ಥ್ಯ | ಪ್ರೌಢಶಾಲಾ ಶಿಕ್ಷಕರಿಗೆ ಬೋಧನಾ ತಂತ್ರಗಳ ಕಾರ್ಯಾಗಾರ (322, 1130, 692, 1148)
newspaper-logo: ಸುದ್ದಿಮೂಲ (24, 68, 132, 99)
doctor-photo (26, 262, 98, 356)
city-link[interactable]: ● ಕಲಬುರಗಿ (477, 88, 517, 99)
column-rule (772, 834, 773, 1120)
